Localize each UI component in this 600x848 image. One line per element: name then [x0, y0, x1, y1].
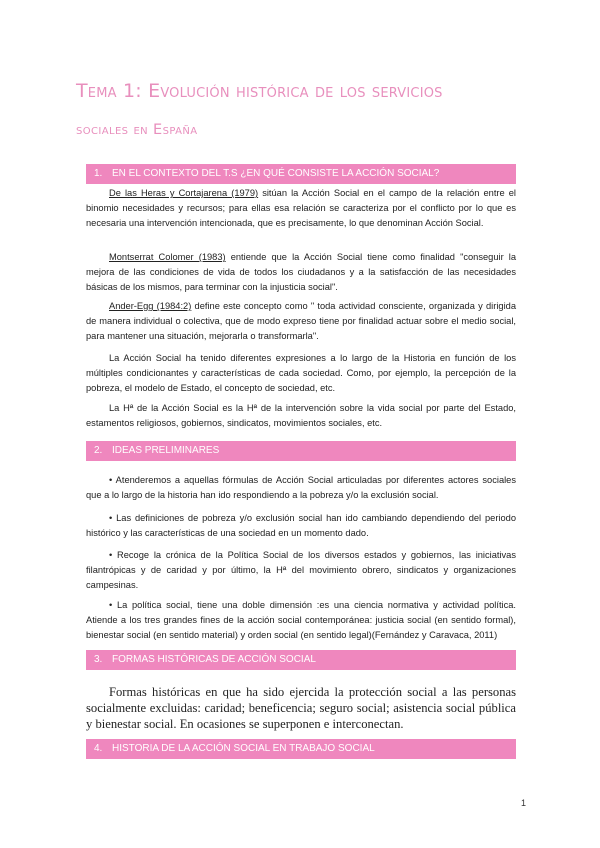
bullet-item: • Atenderemos a aquellas fórmulas de Acción Social articuladas por diferentes actores sociales que a lo largo de la historia han ido respondiendo a la pobreza y/o la exclusión social. — [86, 475, 516, 500]
paragraph-text: sitúan la Acción Social en el campo de la relación entre el binomio necesidades y recursos; para ellas esa relación se caracteriza por el conflicto por lo que es necesaria una intervención intencionada, que es precisamente, lo que denominan Acción Social. — [86, 188, 516, 228]
section-label: FORMAS HISTÓRICAS DE ACCIÓN SOCIAL — [112, 654, 316, 665]
paragraph — [86, 250, 516, 295]
section-heading-4 — [86, 739, 516, 759]
citation: Montserrat Colomer (1983) — [109, 252, 226, 262]
title-continuation: sociales en España — [76, 122, 198, 138]
title-prefix: Tema 1: — [76, 80, 149, 102]
section-heading-1 — [86, 164, 516, 184]
paragraph-text: entiende que la Acción Social tiene como finalidad "conseguir la mejora de las condiciones de vida de todos los ciudadanos y a la satisfacción de las necesidades básicas de los mismos, para terminar con la injusticia social". — [86, 252, 516, 292]
section-heading-3 — [86, 650, 516, 670]
section-number: 2. — [94, 445, 103, 456]
document-title-line1 — [76, 80, 443, 102]
document-title-line2 — [76, 122, 198, 138]
section-number: 1. — [94, 168, 103, 179]
section-label: EN EL CONTEXTO DEL T.S ¿EN QUÉ CONSISTE LA ACCIÓN SOCIAL? — [112, 168, 440, 179]
paragraph: La Hª de la Acción Social es la Hª de la intervención sobre la vida social por parte del Estado, estamentos religiosos, gobiernos, sindicatos, movimientos sociales, etc. — [86, 403, 516, 428]
section-number: 3. — [94, 654, 103, 665]
page-number: 1 — [521, 798, 527, 808]
bullet-item: • La política social, tiene una doble dimensión :es una ciencia normativa y actividad política. Atiende a los tres grandes fines de la acción social contemporánea: justicia social (en sentido formal), bienestar social (en sentido material) y orden social (en sentido legal)(Fernández y Caravaca, 2011) — [86, 600, 516, 640]
section-label: IDEAS PRELIMINARES — [112, 445, 220, 456]
paragraph: La Acción Social ha tenido diferentes expresiones a lo largo de la Historia en función de los múltiples condicionantes y características de cada sociedad. Como, por ejemplo, la percepción de la pobreza, el modelo de Estado, el concepto de sociedad, etc. — [86, 353, 516, 393]
title-main: Evolución histórica de los servicios — [148, 80, 443, 102]
bullet-item: • Las definiciones de pobreza y/o exclusión social han ido cambiando dependiendo del periodo histórico y las características de una sociedad en un momento dado. — [86, 513, 516, 538]
citation: De las Heras y Cortajarena (1979) — [109, 188, 259, 198]
paragraph-text: define este concepto como " toda actividad consciente, organizada y dirigida de manera individual o colectiva, que de modo expreso tiene por finalidad actuar sobre el medio social, para mantener una situación, mejorarla o transformarla". — [86, 301, 516, 341]
section-label: HISTORIA DE LA ACCIÓN SOCIAL EN TRABAJO SOCIAL — [112, 743, 375, 754]
section-heading-2 — [86, 441, 516, 461]
paragraph — [86, 186, 516, 231]
paragraph — [86, 299, 516, 344]
section-number: 4. — [94, 743, 103, 754]
citation: Ander-Egg (1984:2) — [109, 301, 192, 311]
paragraph: Formas históricas en que ha sido ejercida la protección social a las personas socialmente excluidas: caridad; beneficencia; seguro social; asistencia social pública y bienestar social. En ocasiones se superponen e interconectan. — [86, 685, 516, 731]
bullet-item: • Recoge la crónica de la Política Social de los diversos estados y gobiernos, las iniciativas filantrópicas y de caridad y por último, la Hª del movimiento obrero, sindicatos y organizaciones campesinas. — [86, 550, 516, 590]
